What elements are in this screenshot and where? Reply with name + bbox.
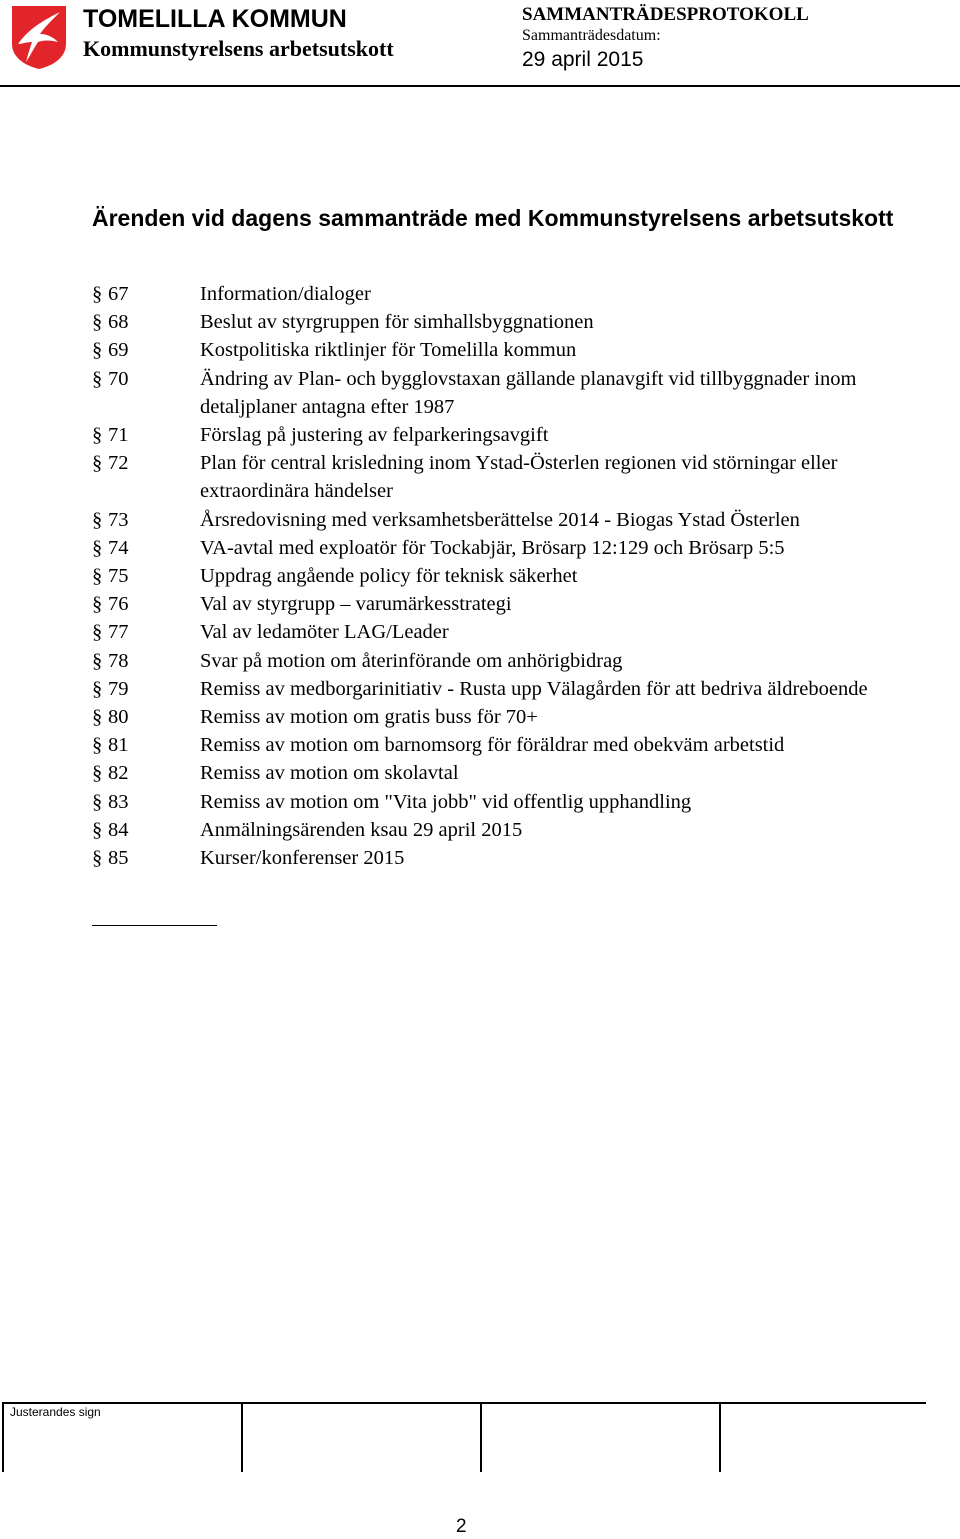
page-header <box>0 0 960 88</box>
signature-cell-divider <box>241 1402 243 1472</box>
header-divider <box>0 85 960 87</box>
agenda-item-title: Information/dialoger <box>200 283 371 305</box>
agenda-item <box>92 449 922 505</box>
agenda-item <box>92 731 922 759</box>
agenda-item-title: Svar på motion om återinförande om anhörigbidrag <box>200 649 623 672</box>
section-sign: § <box>92 508 103 531</box>
section-sign: § <box>92 734 103 757</box>
bird-shield-icon <box>10 4 68 70</box>
end-divider <box>92 925 217 926</box>
section-sign: § <box>92 621 103 644</box>
section-sign: § <box>92 847 103 870</box>
agenda-item-title: Förslag på justering av felparkeringsavgift <box>200 424 549 447</box>
signature-cell-divider <box>2 1402 4 1472</box>
section-sign: § <box>92 367 103 390</box>
section-sign: § <box>92 536 103 559</box>
section-sign: § <box>92 649 103 672</box>
agenda-item-number-value: 70 <box>108 367 129 390</box>
meeting-date: 29 april 2015 <box>522 48 644 71</box>
document-type: SAMMANTRÄDESPROTOKOLL <box>522 4 809 25</box>
agenda-item-number-value: 73 <box>108 508 129 531</box>
agenda-item-number <box>92 336 200 364</box>
agenda-item <box>92 534 922 562</box>
agenda-item <box>92 816 922 844</box>
agenda-item-number-value: 83 <box>108 790 129 813</box>
agenda-item-number <box>92 590 200 618</box>
agenda-item <box>92 280 922 308</box>
agenda-item-number-value: 67 <box>108 283 129 305</box>
meeting-date-label: Sammanträdesdatum: <box>522 27 661 44</box>
agenda-item-number <box>92 534 200 562</box>
agenda-item <box>92 675 922 703</box>
agenda-item-number-value: 72 <box>108 452 129 475</box>
agenda-item <box>92 618 922 646</box>
agenda-item-number-value: 81 <box>108 734 129 757</box>
agenda-item-number <box>92 280 200 308</box>
agenda-item-number <box>92 703 200 731</box>
agenda-item-title: Årsredovisning med verksamhetsberättelse 2014 - Biogas Ystad Österlen <box>200 508 800 531</box>
agenda-item-title: Val av ledamöter LAG/Leader <box>200 621 449 644</box>
section-sign: § <box>92 677 103 700</box>
agenda-item-number-value: 77 <box>108 621 129 644</box>
agenda-item <box>92 788 922 816</box>
agenda-item-title: Ändring av Plan- och bygglovstaxan gällande planavgift vid tillbyggnader inom detaljplaner antagna efter 1987 <box>200 367 857 418</box>
agenda-item-number <box>92 365 200 393</box>
section-sign: § <box>92 283 103 305</box>
agenda-item <box>92 562 922 590</box>
agenda-item-number <box>92 816 200 844</box>
agenda-item <box>92 759 922 787</box>
agenda-item-number <box>92 562 200 590</box>
section-sign: § <box>92 565 103 588</box>
agenda-item-title: Remiss av motion om gratis buss för 70+ <box>200 706 538 729</box>
page-heading: Ärenden vid dagens sammanträde med Kommunstyrelsens arbetsutskott <box>92 205 894 231</box>
agenda-list <box>92 280 922 872</box>
section-sign: § <box>92 339 103 362</box>
agenda-item <box>92 844 922 872</box>
signature-cell-divider <box>480 1402 482 1472</box>
agenda-item-number-value: 68 <box>108 311 129 334</box>
committee-name: Kommunstyrelsens arbetsutskott <box>83 36 394 61</box>
agenda-item <box>92 365 922 421</box>
agenda-item-number <box>92 788 200 816</box>
section-sign: § <box>92 762 103 785</box>
agenda-item-number-value: 74 <box>108 536 129 559</box>
agenda-item-title: Remiss av motion om skolavtal <box>200 762 459 785</box>
agenda-item <box>92 421 922 449</box>
agenda-item-title: Beslut av styrgruppen för simhallsbyggnationen <box>200 311 594 334</box>
agenda-item-title: Kostpolitiska riktlinjer för Tomelilla kommun <box>200 339 577 362</box>
signature-box <box>2 1402 926 1472</box>
agenda-item-number <box>92 449 200 477</box>
section-sign: § <box>92 593 103 616</box>
agenda-item-number-value: 85 <box>108 847 129 870</box>
agenda-item-title: Remiss av motion om barnomsorg för föräldrar med obekväm arbetstid <box>200 734 785 757</box>
agenda-item-number <box>92 308 200 336</box>
agenda-item-number-value: 79 <box>108 677 129 700</box>
agenda-item-number <box>92 759 200 787</box>
page-number: 2 <box>456 1516 467 1537</box>
agenda-item-title: Remiss av medborgarinitiativ - Rusta upp Välagården för att bedriva äldreboende <box>200 677 868 700</box>
signature-box-top-rule <box>2 1402 926 1404</box>
agenda-item-number <box>92 421 200 449</box>
agenda-item <box>92 506 922 534</box>
agenda-item-number-value: 82 <box>108 762 129 785</box>
agenda-item-number-value: 84 <box>108 818 129 841</box>
signature-cell-divider <box>719 1402 721 1472</box>
section-sign: § <box>92 790 103 813</box>
agenda-item-number-value: 76 <box>108 593 129 616</box>
agenda-item <box>92 647 922 675</box>
agenda-item-number <box>92 618 200 646</box>
agenda-item-title: Uppdrag angående policy för teknisk säkerhet <box>200 565 578 588</box>
organization-name: TOMELILLA KOMMUN <box>83 5 347 33</box>
section-sign: § <box>92 311 103 334</box>
section-sign: § <box>92 452 103 475</box>
agenda-item-number-value: 78 <box>108 649 129 672</box>
agenda-item-number <box>92 844 200 872</box>
signature-label: Justerandes sign <box>10 1405 101 1419</box>
agenda-item-number <box>92 731 200 759</box>
agenda-item <box>92 703 922 731</box>
agenda-item-number <box>92 647 200 675</box>
agenda-item-number <box>92 506 200 534</box>
section-sign: § <box>92 706 103 729</box>
agenda-item-title: Plan för central krisledning inom Ystad-Österlen regionen vid störningar eller extraordinära händelser <box>200 452 838 503</box>
agenda-item <box>92 336 922 364</box>
agenda-item-number <box>92 675 200 703</box>
agenda-item-title: VA-avtal med exploatör för Tockabjär, Brösarp 12:129 och Brösarp 5:5 <box>200 536 785 559</box>
agenda-item <box>92 590 922 618</box>
agenda-item-title: Remiss av motion om "Vita jobb" vid offentlig upphandling <box>200 790 692 813</box>
agenda-item-title: Anmälningsärenden ksau 29 april 2015 <box>200 818 523 841</box>
agenda-item-number-value: 69 <box>108 339 129 362</box>
agenda-item <box>92 308 922 336</box>
agenda-item-title: Val av styrgrupp – varumärkesstrategi <box>200 593 512 616</box>
section-sign: § <box>92 424 103 447</box>
agenda-item-number-value: 80 <box>108 706 129 729</box>
section-sign: § <box>92 818 103 841</box>
agenda-item-number-value: 71 <box>108 424 129 447</box>
agenda-item-title: Kurser/konferenser 2015 <box>200 847 405 870</box>
agenda-item-number-value: 75 <box>108 565 129 588</box>
